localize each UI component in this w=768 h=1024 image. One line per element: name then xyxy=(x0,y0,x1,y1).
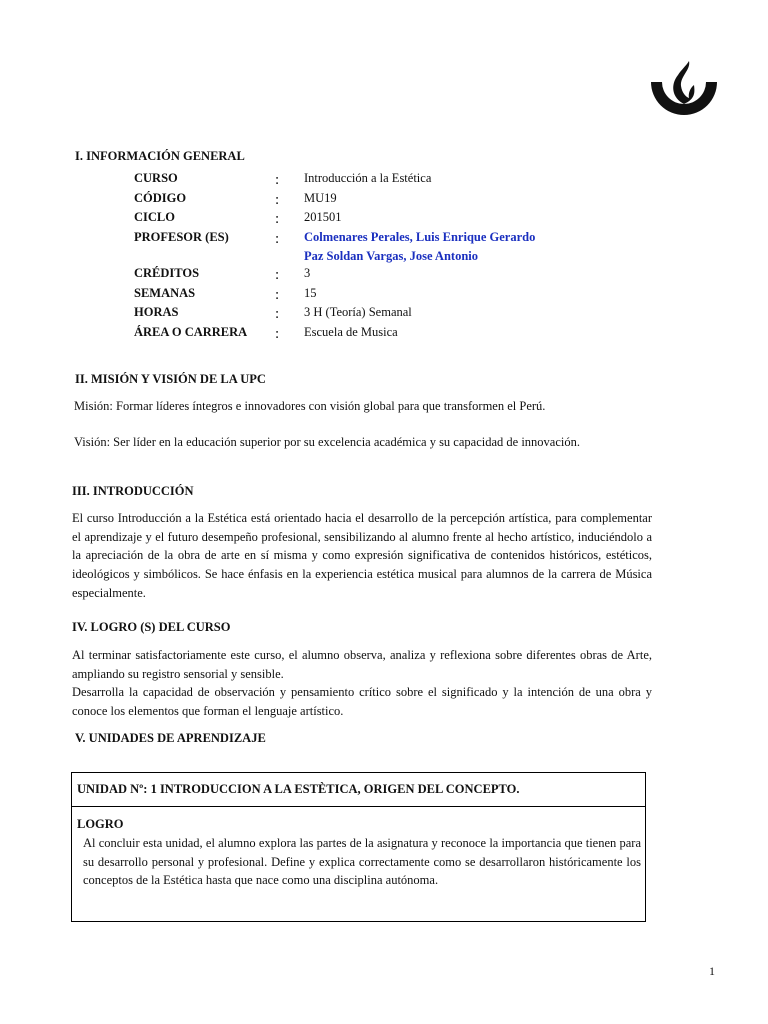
info-label: PROFESOR (ES) xyxy=(134,230,229,244)
professor-name-2: Paz Soldan Vargas, Jose Antonio xyxy=(304,249,478,263)
info-row-curso xyxy=(0,171,768,191)
info-label: CICLO xyxy=(134,210,175,224)
info-colon: : xyxy=(275,287,280,303)
info-label: SEMANAS xyxy=(134,286,196,300)
vision-text: Visión: Ser líder en la educación superior por su excelencia académica y su capacidad de innovación. xyxy=(74,435,580,449)
info-value: Escuela de Musica xyxy=(304,325,398,339)
info-colon: : xyxy=(275,267,280,283)
logro-paragraph-1: Al terminar satisfactoriamente este curso, el alumno observa, analiza y reflexiona sobre diferentes obras de Arte, ampliando su registro sensorial y sensible. xyxy=(72,648,652,681)
unit-divider xyxy=(72,806,645,807)
section-1-heading: I. INFORMACIÓN GENERAL xyxy=(75,149,245,163)
info-value: 3 xyxy=(304,266,311,280)
unit-1-box xyxy=(71,772,646,922)
info-colon: : xyxy=(275,326,280,342)
info-colon: : xyxy=(275,192,280,208)
info-label: ÁREA O CARRERA xyxy=(134,325,248,339)
info-colon: : xyxy=(275,231,280,247)
unit-logro-label: LOGRO xyxy=(77,817,124,831)
info-value: 15 xyxy=(304,286,317,300)
info-row-creditos xyxy=(0,266,768,286)
info-colon: : xyxy=(275,306,280,322)
upc-logo xyxy=(648,58,720,122)
info-row-area xyxy=(0,325,768,345)
unit-logro-text: Al concluir esta unidad, el alumno explora las partes de la asignatura y reconoce la importancia que tienen para su desarrollo personal y profesional. Define y explica correctamente como se desarrollaron históricamente los conceptos de la Estética hasta que nace como una disciplina autónoma. xyxy=(83,836,641,888)
mision-text: Misión: Formar líderes íntegros e innovadores con visión global para que transformen el Perú. xyxy=(74,399,546,413)
info-colon: : xyxy=(275,211,280,227)
info-row-profesor xyxy=(0,230,768,270)
section-4-heading: IV. LOGRO (S) DEL CURSO xyxy=(72,620,231,634)
section-3-heading: III. INTRODUCCIÓN xyxy=(72,484,194,498)
unit-1-title: UNIDAD Nº: 1 INTRODUCCION A LA ESTÈTICA, ORIGEN DEL CONCEPTO. xyxy=(77,782,520,796)
info-row-semanas xyxy=(0,286,768,306)
info-value: Introducción a la Estética xyxy=(304,171,432,185)
section-5-heading: V. UNIDADES DE APRENDIZAJE xyxy=(75,731,266,745)
logro-paragraph-2: Desarrolla la capacidad de observación y pensamiento crítico sobre el significado y la intención de una obra y conoce los elementos que forman el lenguaje artístico. xyxy=(72,685,652,718)
info-colon: : xyxy=(275,172,280,188)
page-number: 1 xyxy=(709,964,715,978)
info-label: CURSO xyxy=(134,171,178,185)
info-label: CRÉDITOS xyxy=(134,266,200,280)
info-value: MU19 xyxy=(304,191,337,205)
info-value: 3 H (Teoría) Semanal xyxy=(304,305,412,319)
info-row-ciclo xyxy=(0,210,768,230)
info-row-horas xyxy=(0,305,768,325)
info-label: CÓDIGO xyxy=(134,191,187,205)
info-label: HORAS xyxy=(134,305,179,319)
professor-name-1: Colmenares Perales, Luis Enrique Gerardo xyxy=(304,230,536,244)
info-row-codigo xyxy=(0,191,768,211)
section-2-heading: II. MISIÓN Y VISIÓN DE LA UPC xyxy=(75,372,266,386)
info-value: 201501 xyxy=(304,210,342,224)
intro-paragraph: El curso Introducción a la Estética está orientado hacia el desarrollo de la percepción artística, para complementar el aprendizaje y el futuro desempeño profesional, sensibilizando al alumno frente al hecho artístico, induciéndolo a la apreciación de la obra de arte en sí misma y como expresión significativa de contenidos históricos, estéticos, ideológicos y simbólicos. Se hace énfasis en la experiencia estética musical para alumnos de la carrera de Música especialmente. xyxy=(72,511,652,600)
